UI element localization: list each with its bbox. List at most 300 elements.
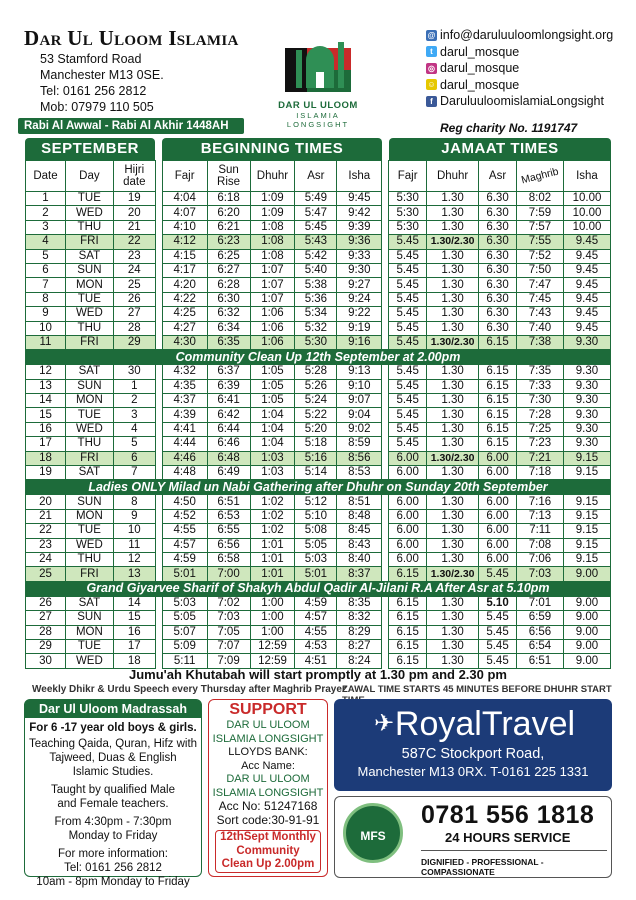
- table-cell: 9.45: [563, 263, 610, 277]
- table-cell: 1.30/2.30: [427, 235, 479, 249]
- table-cell: TUE: [65, 639, 113, 653]
- table-cell: 8:59: [337, 437, 382, 451]
- table-cell: 5:28: [295, 365, 337, 379]
- plane-icon: ✈: [374, 710, 395, 737]
- table-cell: 9:39: [337, 220, 382, 234]
- table-cell: 6:55: [207, 524, 250, 538]
- spacer: [382, 451, 389, 465]
- spacer: [155, 422, 162, 436]
- table-cell: 9.15: [563, 524, 610, 538]
- col-date: Date: [26, 161, 66, 192]
- table-row: [26, 509, 611, 523]
- spacer: [155, 307, 162, 321]
- spacer: [382, 524, 389, 538]
- table-cell: 2: [26, 206, 66, 220]
- table-cell: 1:01: [250, 567, 295, 581]
- table-cell: 7:28: [517, 408, 564, 422]
- table-row: [26, 466, 611, 480]
- spacer: [382, 538, 389, 552]
- table-cell: 4:25: [162, 307, 207, 321]
- table-cell: 4:50: [162, 495, 207, 509]
- mosque-icon: [283, 28, 353, 96]
- contact-facebook[interactable]: [426, 93, 613, 110]
- table-cell: 4: [113, 422, 155, 436]
- table-cell: 5.45: [389, 292, 427, 306]
- snapchat-icon: ☺: [427, 80, 436, 90]
- table-cell: 6:44: [207, 422, 250, 436]
- col-j-maghrib: Maghrib: [517, 161, 564, 192]
- table-cell: 5.45: [389, 335, 427, 349]
- table-cell: 1.30: [427, 422, 479, 436]
- table-cell: 1:08: [250, 220, 295, 234]
- table-cell: MON: [65, 509, 113, 523]
- table-cell: 1:00: [250, 611, 295, 625]
- table-cell: 1:06: [250, 335, 295, 349]
- table-cell: 6.15: [479, 408, 517, 422]
- table-cell: 9:36: [337, 235, 382, 249]
- table-cell: 9.45: [563, 307, 610, 321]
- table-cell: 5.45: [389, 249, 427, 263]
- table-cell: 5:05: [295, 538, 337, 552]
- table-cell: 5.45: [389, 278, 427, 292]
- col-isha: Isha: [337, 161, 382, 192]
- table-cell: 23: [26, 538, 66, 552]
- table-row: [26, 321, 611, 335]
- table-cell: 5:18: [295, 437, 337, 451]
- mfs-ad: [334, 796, 612, 878]
- madrassah-title: Dar Ul Uloom Madrassah: [25, 700, 201, 718]
- table-cell: 1.30: [427, 249, 479, 263]
- table-cell: 5:30: [295, 335, 337, 349]
- table-cell: WED: [65, 206, 113, 220]
- table-row: [26, 292, 611, 306]
- contact-email[interactable]: [426, 27, 613, 44]
- weekly-notice: Weekly Dhikr & Urdu Speech every Thursday after Maghrib Prayer: [32, 684, 346, 695]
- table-cell: 6.00: [389, 538, 427, 552]
- table-cell: 1:03: [250, 466, 295, 480]
- table-cell: 5:10: [295, 509, 337, 523]
- table-cell: 7:43: [517, 307, 564, 321]
- table-cell: 5:24: [295, 394, 337, 408]
- contact-snapchat[interactable]: [426, 77, 613, 94]
- table-cell: 5:30: [389, 206, 427, 220]
- table-cell: 6:35: [207, 335, 250, 349]
- table-row: [26, 451, 611, 465]
- table-cell: 1.30: [427, 307, 479, 321]
- table-cell: 7:09: [207, 654, 250, 668]
- table-cell: 9: [113, 509, 155, 523]
- table-cell: 6.15: [479, 365, 517, 379]
- table-cell: SUN: [65, 611, 113, 625]
- table-cell: 7:25: [517, 422, 564, 436]
- table-cell: 1.30: [427, 408, 479, 422]
- table-cell: 7:00: [207, 567, 250, 581]
- table-cell: 6.00: [389, 524, 427, 538]
- table-cell: 6:28: [207, 278, 250, 292]
- table-cell: 4:12: [162, 235, 207, 249]
- instagram-icon: ◎: [426, 63, 437, 74]
- table-cell: 30: [113, 365, 155, 379]
- table-cell: 1.30: [427, 466, 479, 480]
- table-cell: 9.15: [563, 495, 610, 509]
- spacer: [155, 466, 162, 480]
- table-cell: 6:56: [207, 538, 250, 552]
- table-cell: 5.45: [479, 611, 517, 625]
- spacer: [382, 625, 389, 639]
- table-cell: 1:01: [250, 552, 295, 566]
- bank-name: LLOYDS BANK:: [228, 746, 308, 758]
- table-cell: 11: [113, 538, 155, 552]
- table-cell: 4:41: [162, 422, 207, 436]
- table-cell: 6.30: [479, 278, 517, 292]
- table-cell: 8:53: [337, 466, 382, 480]
- table-cell: 6.15: [479, 422, 517, 436]
- table-cell: 6:32: [207, 307, 250, 321]
- table-cell: 5:05: [162, 611, 207, 625]
- table-cell: 9.30: [563, 379, 610, 393]
- table-cell: 6:51: [207, 495, 250, 509]
- table-cell: 1.30: [427, 495, 479, 509]
- table-cell: 5:08: [295, 524, 337, 538]
- table-cell: 6.15: [389, 611, 427, 625]
- table-row: [26, 437, 611, 451]
- table-cell: 7:52: [517, 249, 564, 263]
- table-row: [26, 567, 611, 581]
- col-j-asr: Asr: [479, 161, 517, 192]
- table-cell: 1.30: [427, 365, 479, 379]
- table-cell: 6.00: [479, 552, 517, 566]
- table-cell: 9:13: [337, 365, 382, 379]
- table-cell: 1: [113, 379, 155, 393]
- table-cell: 7:06: [517, 552, 564, 566]
- table-cell: 7:23: [517, 437, 564, 451]
- table-cell: 8:45: [337, 524, 382, 538]
- table-row: [26, 235, 611, 249]
- acc-name-label: Acc Name:: [241, 759, 295, 772]
- table-cell: 9.30: [563, 335, 610, 349]
- table-cell: 4:30: [162, 335, 207, 349]
- table-cell: 5.45: [479, 567, 517, 581]
- table-cell: 9.30: [563, 422, 610, 436]
- table-row: [26, 220, 611, 234]
- spacer: [382, 408, 389, 422]
- table-cell: 6.00: [479, 538, 517, 552]
- table-cell: 4:39: [162, 408, 207, 422]
- contact-twitter[interactable]: [426, 44, 613, 61]
- notice-row: [26, 350, 611, 365]
- spacer: [155, 408, 162, 422]
- table-cell: 6: [113, 451, 155, 465]
- table-cell: 6.30: [479, 249, 517, 263]
- table-cell: 9.15: [563, 451, 610, 465]
- madrassah-info: 10am - 8pm Monday to Friday: [36, 876, 190, 888]
- notice-row: [26, 480, 611, 495]
- table-cell: 7:01: [517, 596, 564, 610]
- table-row: [26, 625, 611, 639]
- table-cell: 9:16: [337, 335, 382, 349]
- table-cell: 7:45: [517, 292, 564, 306]
- table-cell: 14: [26, 394, 66, 408]
- table-cell: 7:35: [517, 365, 564, 379]
- table-cell: 9.30: [563, 394, 610, 408]
- table-cell: 5:30: [389, 220, 427, 234]
- spacer: [155, 437, 162, 451]
- spacer: [155, 192, 162, 206]
- table-cell: 6:46: [207, 437, 250, 451]
- table-cell: 6:53: [207, 509, 250, 523]
- spacer: [382, 263, 389, 277]
- table-cell: 8: [113, 495, 155, 509]
- table-cell: 1:00: [250, 625, 295, 639]
- table-cell: 9.30: [563, 365, 610, 379]
- table-row: [26, 365, 611, 379]
- table-cell: 19: [26, 466, 66, 480]
- table-row: [26, 394, 611, 408]
- spacer: [155, 206, 162, 220]
- table-cell: 7:11: [517, 524, 564, 538]
- table-cell: TUE: [65, 192, 113, 206]
- table-cell: 6.00: [479, 451, 517, 465]
- col-j-fajr: Fajr: [389, 161, 427, 192]
- spacer: [382, 192, 389, 206]
- table-cell: 6.30: [479, 206, 517, 220]
- contact-text: DaruluuloomislamiaLongsight: [440, 94, 604, 108]
- mfs-phone: 0781 556 1818: [421, 801, 595, 829]
- table-cell: 24: [113, 263, 155, 277]
- table-cell: SAT: [65, 249, 113, 263]
- table-cell: 1.30: [427, 611, 479, 625]
- spacer: [155, 235, 162, 249]
- table-cell: 5.45: [389, 321, 427, 335]
- table-cell: 9:10: [337, 379, 382, 393]
- table-cell: 18: [113, 654, 155, 668]
- table-cell: 16: [113, 625, 155, 639]
- table-cell: 5:09: [162, 639, 207, 653]
- spacer: [155, 538, 162, 552]
- table-cell: 9:45: [337, 192, 382, 206]
- table-cell: 6.30: [479, 292, 517, 306]
- table-cell: TUE: [65, 524, 113, 538]
- table-cell: 1:06: [250, 321, 295, 335]
- table-cell: 4:37: [162, 394, 207, 408]
- table-row: [26, 249, 611, 263]
- table-cell: 22: [26, 524, 66, 538]
- table-cell: 5:01: [162, 567, 207, 581]
- table-cell: 7:55: [517, 235, 564, 249]
- table-cell: 4:48: [162, 466, 207, 480]
- table-cell: 9.45: [563, 235, 610, 249]
- table-cell: 5:49: [295, 192, 337, 206]
- spacer: [382, 278, 389, 292]
- table-cell: 7:38: [517, 335, 564, 349]
- table-cell: 5.45: [389, 437, 427, 451]
- cleanup-notice: [215, 830, 321, 873]
- contact-instagram[interactable]: [426, 60, 613, 77]
- table-cell: 4:35: [162, 379, 207, 393]
- section-month: SEPTEMBER: [25, 138, 155, 160]
- sort-code: Sort code:30-91-91: [216, 812, 320, 827]
- madrassah-text: and Female teachers.: [57, 798, 169, 810]
- table-cell: 7:59: [517, 206, 564, 220]
- spacer: [155, 365, 162, 379]
- table-row: [26, 538, 611, 552]
- madrassah-info: For more information:: [58, 848, 168, 860]
- table-cell: 17: [26, 437, 66, 451]
- table-cell: 5:45: [295, 220, 337, 234]
- table-row: [26, 422, 611, 436]
- table-cell: 4:46: [162, 451, 207, 465]
- spacer: [155, 379, 162, 393]
- table-cell: 14: [113, 596, 155, 610]
- table-cell: 1.30: [427, 509, 479, 523]
- table-cell: 5.45: [479, 625, 517, 639]
- table-cell: 5:34: [295, 307, 337, 321]
- table-cell: 1.30/2.30: [427, 335, 479, 349]
- table-cell: 1.30: [427, 263, 479, 277]
- contact-text: darul_mosque: [440, 61, 520, 75]
- table-cell: 10.00: [563, 220, 610, 234]
- table-cell: 12: [26, 365, 66, 379]
- table-cell: 3: [26, 220, 66, 234]
- table-cell: 1:03: [250, 451, 295, 465]
- table-cell: 8:32: [337, 611, 382, 625]
- table-cell: 6:18: [207, 192, 250, 206]
- col-sunrise: Sun Rise: [207, 161, 250, 192]
- table-cell: 1.30: [427, 220, 479, 234]
- table-cell: 7:08: [517, 538, 564, 552]
- spacer: [155, 292, 162, 306]
- madrassah-age: For 6 -17 year old boys & girls.: [29, 722, 197, 734]
- table-cell: 9.30: [563, 437, 610, 451]
- table-cell: 5.45: [479, 654, 517, 668]
- table-cell: 1:09: [250, 192, 295, 206]
- table-cell: 1: [26, 192, 66, 206]
- spacer: [382, 206, 389, 220]
- table-cell: 4:32: [162, 365, 207, 379]
- mobile-line: Mob: 07979 110 505: [40, 100, 154, 114]
- table-cell: 15: [113, 611, 155, 625]
- table-cell: 7:30: [517, 394, 564, 408]
- table-cell: 5.45: [389, 379, 427, 393]
- table-row: [26, 307, 611, 321]
- table-cell: 5:12: [295, 495, 337, 509]
- table-cell: 9:22: [337, 307, 382, 321]
- spacer: [382, 509, 389, 523]
- table-cell: WED: [65, 654, 113, 668]
- table-cell: 28: [26, 625, 66, 639]
- table-cell: 9.45: [563, 292, 610, 306]
- table-cell: 21: [26, 509, 66, 523]
- table-cell: 29: [113, 335, 155, 349]
- address-line: 53 Stamford Road: [40, 52, 142, 66]
- table-cell: FRI: [65, 335, 113, 349]
- support-title: SUPPORT: [229, 701, 307, 718]
- table-cell: 6:30: [207, 292, 250, 306]
- spacer: [155, 639, 162, 653]
- table-cell: MON: [65, 625, 113, 639]
- table-row: [26, 495, 611, 509]
- table-cell: 5.45: [479, 639, 517, 653]
- spacer: [155, 611, 162, 625]
- spacer: [155, 335, 162, 349]
- table-cell: 4:44: [162, 437, 207, 451]
- table-cell: 1.30: [427, 654, 479, 668]
- madrassah-text: Taught by qualified Male: [50, 784, 176, 796]
- table-cell: 5:42: [295, 249, 337, 263]
- contact-text: info@daruluuloomlongsight.org: [440, 28, 614, 42]
- table-cell: 4:55: [295, 625, 337, 639]
- table-row: [26, 639, 611, 653]
- twitter-icon: t: [426, 46, 437, 57]
- table-cell: 9:27: [337, 278, 382, 292]
- table-cell: SUN: [65, 495, 113, 509]
- table-cell: 1:09: [250, 206, 295, 220]
- table-cell: 6:56: [517, 625, 564, 639]
- col-j-dhuhr: Dhuhr: [427, 161, 479, 192]
- table-cell: 9.15: [563, 466, 610, 480]
- spacer: [382, 466, 389, 480]
- acc-no: Acc No: 51247168: [218, 799, 318, 813]
- table-row: [26, 206, 611, 220]
- table-cell: 8:37: [337, 567, 382, 581]
- table-cell: 5:26: [295, 379, 337, 393]
- table-cell: 5:30: [389, 192, 427, 206]
- table-cell: 6:58: [207, 552, 250, 566]
- table-cell: 8:29: [337, 625, 382, 639]
- table-cell: 9.00: [563, 611, 610, 625]
- table-cell: 1.30: [427, 552, 479, 566]
- table-cell: 6.15: [389, 567, 427, 581]
- table-cell: 4:59: [162, 552, 207, 566]
- table-cell: 5.10: [479, 596, 517, 610]
- spacer: [382, 422, 389, 436]
- table-cell: 26: [26, 596, 66, 610]
- table-row: [26, 263, 611, 277]
- table-cell: 6:39: [207, 379, 250, 393]
- table-cell: 8: [26, 292, 66, 306]
- table-cell: 6.15: [479, 394, 517, 408]
- table-cell: 3: [113, 408, 155, 422]
- table-cell: 19: [113, 192, 155, 206]
- spacer: [382, 394, 389, 408]
- table-cell: 7:07: [207, 639, 250, 653]
- table-cell: 6.15: [479, 437, 517, 451]
- table-cell: 5.45: [389, 263, 427, 277]
- col-dhuhr: Dhuhr: [250, 161, 295, 192]
- table-cell: 25: [26, 567, 66, 581]
- table-cell: 17: [113, 639, 155, 653]
- table-cell: 9:04: [337, 408, 382, 422]
- table-cell: 5:43: [295, 235, 337, 249]
- spacer: [382, 639, 389, 653]
- support-text: ISLAMIA LONGSIGHT: [212, 732, 324, 745]
- table-cell: 20: [26, 495, 66, 509]
- table-cell: 10.00: [563, 192, 610, 206]
- table-cell: 1:07: [250, 263, 295, 277]
- table-cell: 4:07: [162, 206, 207, 220]
- table-cell: 6:27: [207, 263, 250, 277]
- table-cell: 6.30: [479, 263, 517, 277]
- table-cell: 9:30: [337, 263, 382, 277]
- event-notice: Ladies ONLY Milad un Nabi Gathering after Dhuhr on Sunday 20th September: [26, 480, 611, 495]
- table-cell: 6.15: [479, 335, 517, 349]
- table-cell: 5:32: [295, 321, 337, 335]
- spacer: [382, 379, 389, 393]
- table-cell: 1:02: [250, 509, 295, 523]
- table-cell: 9.30: [563, 408, 610, 422]
- table-cell: 11: [26, 335, 66, 349]
- table-row: [26, 192, 611, 206]
